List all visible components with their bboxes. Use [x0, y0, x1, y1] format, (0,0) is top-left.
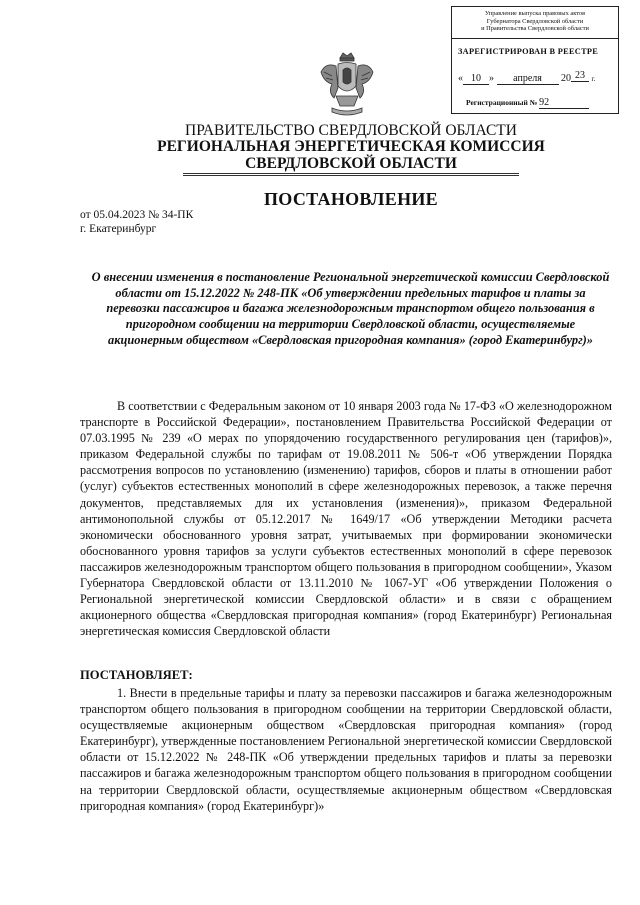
registration-year-abbr: г.	[591, 75, 596, 83]
registration-number-line	[466, 97, 589, 109]
commission-name: РЕГИОНАЛЬНАЯ ЭНЕРГЕТИЧЕСКАЯ КОМИССИЯ	[157, 138, 545, 155]
region-name: СВЕРДЛОВСКОЙ ОБЛАСТИ	[245, 155, 457, 172]
document-number: от 05.04.2023 № 34-ПК	[80, 209, 194, 221]
document-title: О внесении изменения в постановление Региональной энергетической комиссии Свердловской области от 15.12.2022 № 248-ПК «Об утверждении предельных тарифов и платы за перевозки пассажиров и багажа железнодорожным транспортом общего пользования в пригородном сообщении на территории Свердловской области, осуществляемые акционерным обществом «Свердловская пригородная компания» (город Екатеринбург)»	[91, 270, 610, 347]
stamp-header	[452, 7, 618, 39]
coat-of-arms-icon	[318, 52, 376, 118]
header-divider	[183, 173, 519, 174]
authority-name: ПРАВИТЕЛЬСТВО СВЕРДЛОВСКОЙ ОБЛАСТИ	[185, 122, 517, 139]
registration-number-label: Регистрационный №	[466, 98, 538, 107]
registration-stamp	[451, 6, 619, 114]
date-open-quote: «	[458, 73, 463, 84]
registration-number: 92	[539, 97, 589, 109]
document-city: г. Екатеринбург	[80, 223, 157, 235]
header-divider	[183, 175, 519, 176]
registration-year-suffix: 23	[571, 70, 589, 82]
registration-day: 10	[463, 73, 489, 85]
decree-label: ПОСТАНОВЛЯЕТ:	[80, 668, 193, 682]
preamble-paragraph: В соответствии с Федеральным законом от 10 января 2003 года № 17-ФЗ «О железнодорожном транспорте в Российской Федерации», постановлением Правительства Российской Федерации от 07.03.1995 № 239 «О мерах по упорядочению государственного регулирования цен (тарифов)», приказом Федеральной службы по тарифам от 19.08.2011 № 506-т «Об утверждении Порядка рассмотрения вопросов по установлению (изменению) тарифов, сборов и платы в отношении работ (услуг) субъектов естественных монополий в сфере железнодорожных перевозок, а также перечня документов, представляемых для их установления (изменения)», приказом Федеральной антимонопольной службы от 05.12.2017 № 1649/17 «Об утверждении Методики расчета экономически обоснованного уровня затрат, учитываемых при формировании экономически обоснованного уровня тарифов за услуги субъектов естественных монополий в сфере перевозок пассажиров железнодорожным транспортом общего пользования в пригородном сообщении», Указом Губернатора Свердловской области от 13.11.2010 № 1067-УГ «Об утверждении Положения о Региональной энергетической комиссии Свердловской области» и в связи с обращением акционерного общества «Свердловская пригородная компания» (город Екатеринбург) Региональная энергетическая комиссия Свердловской области	[80, 399, 612, 639]
registration-date	[458, 70, 595, 85]
stamp-header-line: Губернатора Свердловской области	[486, 17, 584, 25]
registered-label: ЗАРЕГИСТРИРОВАН В РЕЕСТРЕ	[458, 47, 599, 56]
document-type: ПОСТАНОВЛЕНИЕ	[264, 189, 438, 209]
registration-month: апреля	[497, 73, 559, 85]
date-close-quote: »	[489, 73, 494, 84]
decree-item-1: 1. Внести в предельные тарифы и плату за перевозки пассажиров и багажа железнодорожным транспортом общего пользования в пригородном сообщении на территории Свердловской области, осуществляемые акционерным обществом «Свердловская пригородная компания» (город Екатеринбург), утвержденные постановлением Региональной энергетической комиссии Свердловской области от 15.12.2022 № 248-ПК «Об утверждении предельных тарифов и платы за перевозки пассажиров и багажа железнодорожным транспортом общего пользования в пригородном сообщении на территории Свердловской области, осуществляемые акционерным обществом «Свердловская пригородная компания» (город Екатеринбург)»	[80, 686, 612, 813]
registration-year-prefix: 20	[561, 73, 571, 84]
stamp-header-line: Управление выпуска правовых актов	[484, 10, 586, 17]
stamp-header-line: и Правительства Свердловской области	[481, 25, 589, 32]
